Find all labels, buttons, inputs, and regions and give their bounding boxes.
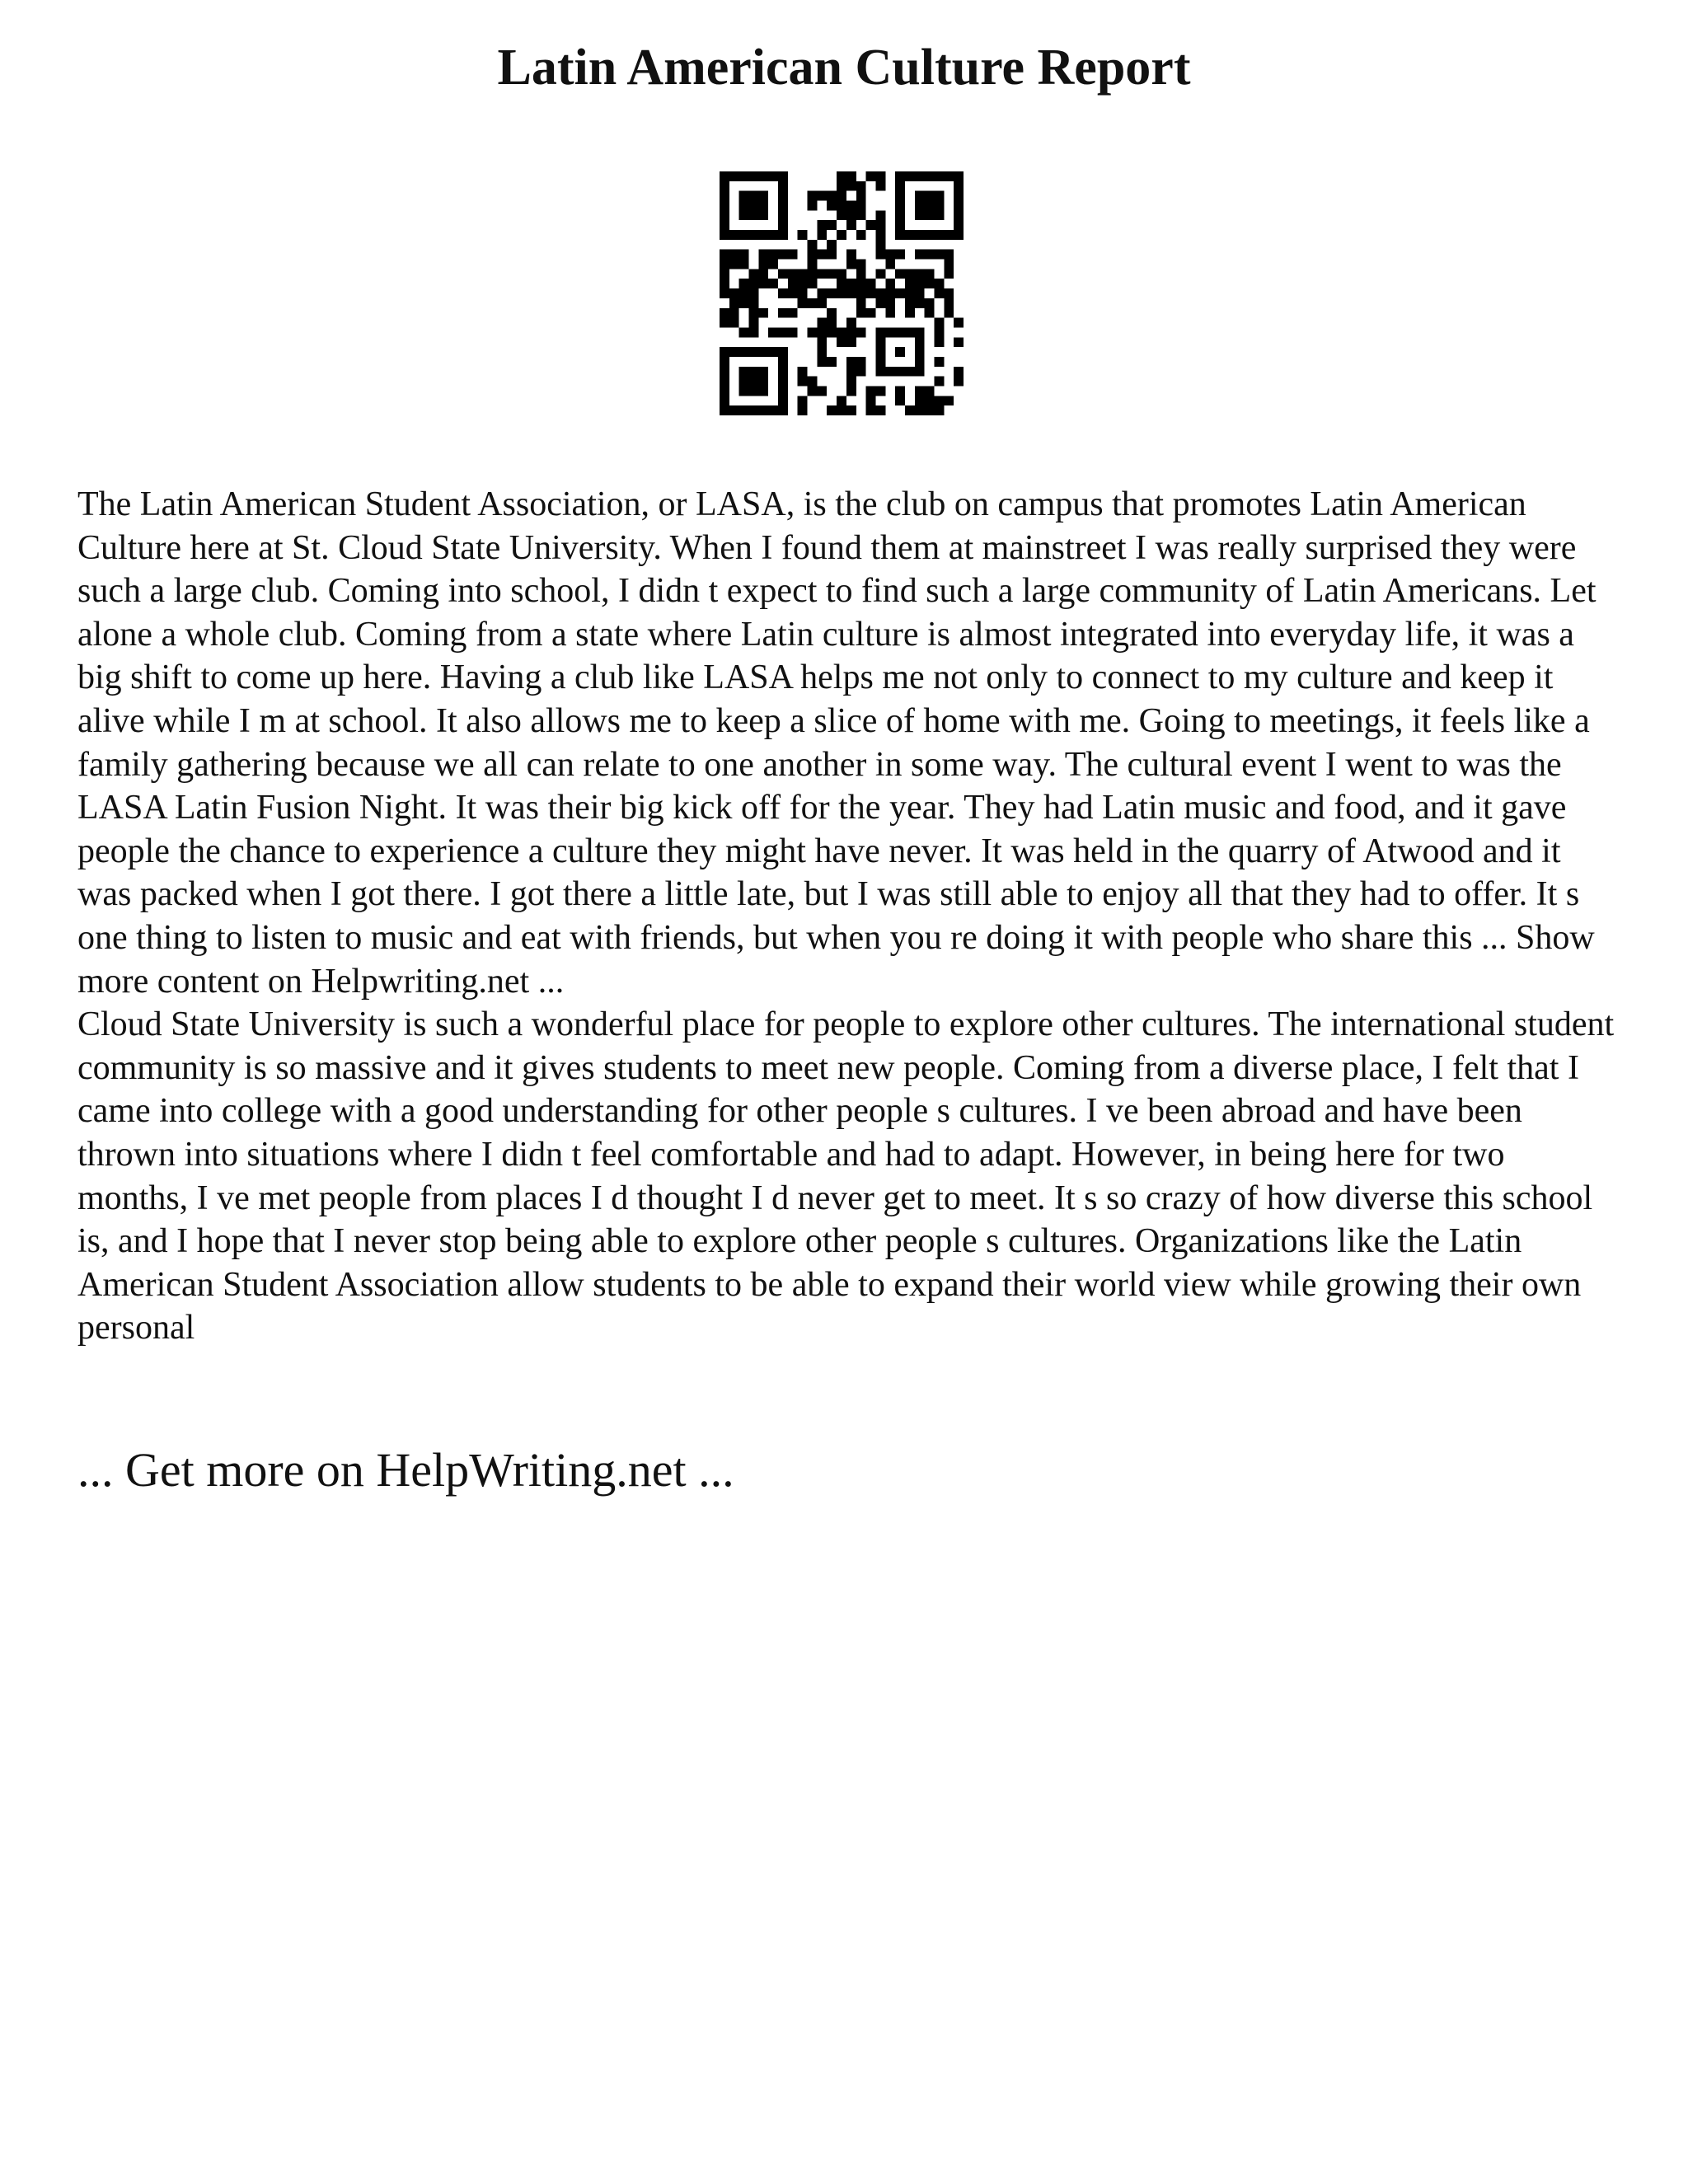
paragraph-1: The Latin American Student Association, or LASA, is the club on campus that promotes Latin American Culture here at St. Cloud State University. When I found them at mainstreet I was really surprised they were such a large club. Coming into school, I didn t expect to find such a large community of Latin Americans. Let alone a whole club. Coming from a state where Latin culture is almost integrated into everyday life, it was a big shift to come up here. Having a club like LASA helps me not only to connect to my culture and keep it alive while I m at school. It also allows me to keep a slice of home with me. Going to meetings, it feels like a family gathering because we all can relate to one another in some way. The cultural event I went to was the LASA Latin Fusion Night. It was their big kick off for the year. They had Latin music and food, and it gave people the chance to experience a culture they might have never. It was held in the quarry of Atwood and it was packed when I got there. I got there a little late, but I was still able to enjoy all that they had to offer. It s one thing to listen to music and eat with friends, but when you re doing it with people who share this ... Show more content on Helpwriting.net ... <box>77 485 1597 1001</box>
get-more-link[interactable]: ... Get more on HelpWriting.net ... <box>77 1443 734 1497</box>
qr-code-icon <box>720 171 964 415</box>
paragraph-2: Cloud State University is such a wonderful place for people to explore other cultures. The international student community is so massive and it gives students to meet new people. Coming from a diverse place, I felt that I came into college with a good understanding for other people s cultures. I ve been abroad and have been thrown into situations where I didn t feel comfortable and had to adapt. However, in being here for two months, I ve met people from places I d thought I d never get to meet. It s so crazy of how diverse this school is, and I hope that I never stop being able to explore other people s cultures. Organizations like the Latin American Student Association allow students to be able to expand their world view while growing their own personal <box>77 1005 1615 1347</box>
report-body <box>77 483 1620 1350</box>
page-title: Latin American Culture Report <box>497 40 1191 96</box>
qr-code-graphic <box>720 171 964 415</box>
